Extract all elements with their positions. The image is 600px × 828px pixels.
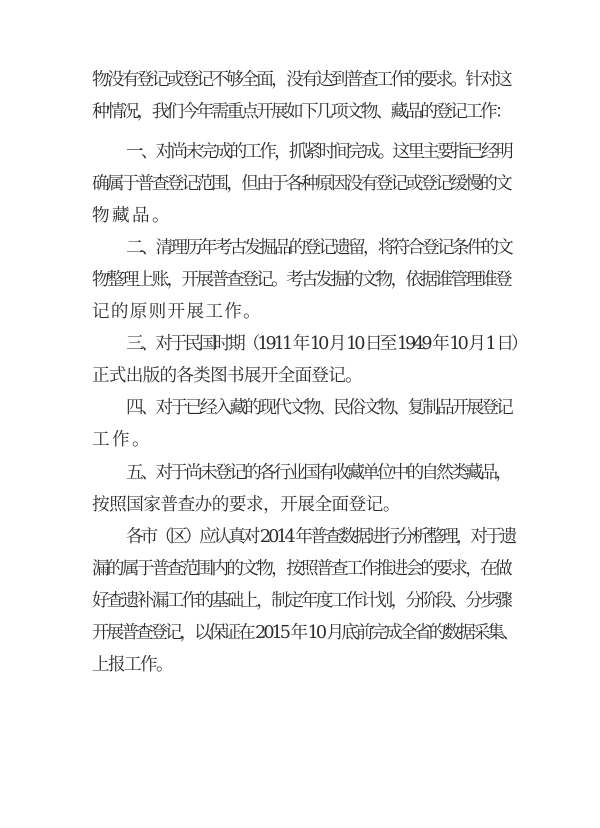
- text-line-4: 确属于普查登记范围，但由于各种原因没有登记或登记缓慢的文: [92, 174, 510, 194]
- text-line-17: 好查遗补漏工作的基础上，制定年度工作计划，分阶段、分步骤: [92, 591, 510, 611]
- text-line-11: 四、对于已经入藏的现代文物、民俗文物、复制品开展登记: [126, 398, 511, 418]
- text-line-7: 物整理上账，开展普查登记。考古发掘的文物，依据谁管理谁登: [92, 270, 510, 290]
- text-line-9: 三、对于民国时期（1911 年 10 月 10 日至 1949 年 10 月 1 日）: [126, 334, 526, 354]
- text-line-16: 漏的属于普查范围内的文物，按照普查工作推进会的要求，在做: [92, 559, 510, 579]
- text-line-12: 工作。: [92, 430, 152, 450]
- text-line-5: 物藏品。: [92, 206, 172, 226]
- text-line-15: 各市（区）应认真对 2014 年普查数据进行分析整理，对于遗: [126, 527, 515, 547]
- text-line-18: 开展普查登记，以保证在 2015 年 10 月底前完成全省的数据采集、: [92, 623, 517, 643]
- text-line-13: 五、对于尚未登记的各行业国有收藏单位中的自然类藏品，: [126, 463, 510, 483]
- text-line-2: 种情况，我们今年需重点开展如下几项文物、藏品的登记工作：: [92, 102, 510, 122]
- text-line-6: 二、清理历年考古发掘品的登记遗留，将符合登记条件的文: [126, 238, 511, 258]
- text-line-19: 上报工作。: [92, 655, 172, 675]
- text-line-14: 按照国家普查办的要求，开展全面登记。: [92, 495, 400, 515]
- text-line-3: 一、对尚未完成的工作，抓紧时间完成。这里主要指已经明: [126, 142, 511, 162]
- text-line-10: 正式出版的各类图书展开全面登记。: [92, 366, 362, 386]
- text-line-8: 记的原则开展工作。: [92, 302, 262, 322]
- text-line-1: 物没有登记或登记不够全面，没有达到普查工作的要求。针对这: [92, 70, 510, 90]
